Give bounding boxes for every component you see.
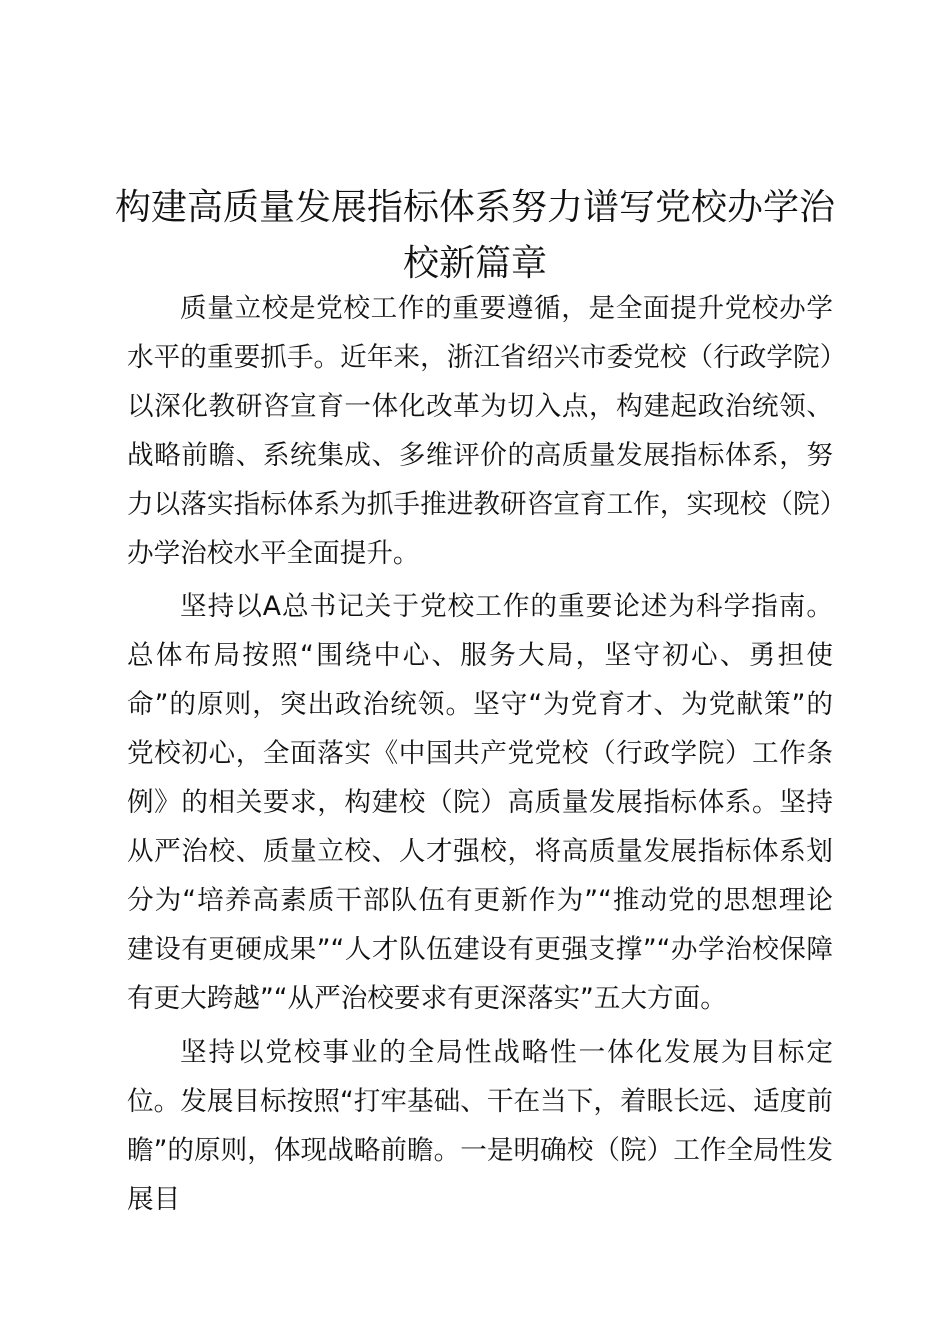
paragraph-1: 质量立校是党校工作的重要遵循，是全面提升党校办学水平的重要抓手。近年来，浙江省绍兴市委党校（行政学院）以深化教研咨宣育一体化改革为切入点，构建起政治统领、战略前瞻、系统集成、多维评价的高质量发展指标体系，努力以落实指标体系为抓手推进教研咨宣育工作，实现校（院）办学治校水平全面提升。: [127, 293, 833, 569]
paragraph-3: 坚持以党校事业的全局性战略性一体化发展为目标定位。发展目标按照“打牢基础、干在当下，着眼长远、适度前瞻”的原则，体现战略前瞻。一是明确校（院）工作全局性发展目: [127, 1037, 833, 1215]
document-title: 构建高质量发展指标体系努力谱写党校办学治校新篇章: [114, 187, 835, 284]
paragraph-2: 坚持以A总书记关于党校工作的重要论述为科学指南。总体布局按照“围绕中心、服务大局，坚守初心、勇担使命”的原则，突出政治统领。坚守“为党育才、为党献策”的党校初心，全面落实《中国共产党党校（行政学院）工作条例》的相关要求，构建校（院）高质量发展指标体系。坚持从严治校、质量立校、人才强校，将高质量发展指标体系划分为“培养高素质干部队伍有更新作为”“推动党的思想理论建设有更硬成果”“人才队伍建设有更强支撑”“办学治校保障有更大跨越”“从严治校要求有更深落实”五大方面。: [127, 591, 833, 1014]
